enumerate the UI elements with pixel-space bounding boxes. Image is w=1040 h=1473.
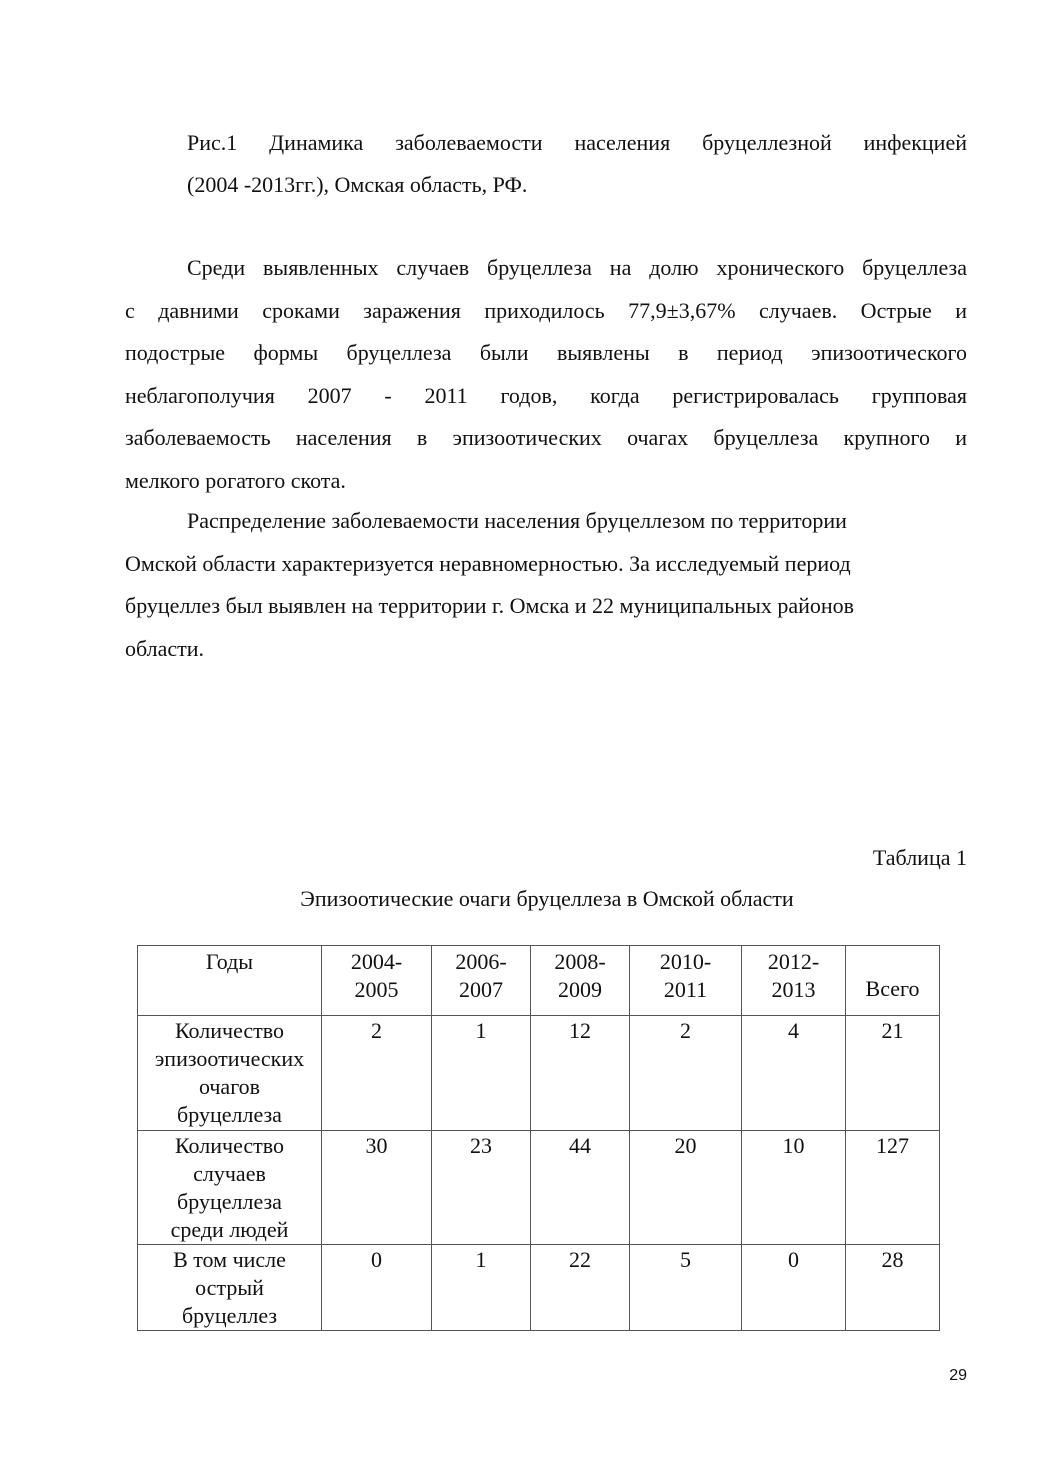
paragraph-line: с давними сроками заражения приходилось 77,9±3,67% случаев. Острые и (125, 297, 967, 323)
header-label: Годы (205, 949, 254, 974)
table-header-row (138, 946, 940, 1016)
value-cell: 4 (742, 1016, 846, 1131)
table-row (138, 1245, 940, 1331)
table-number-label: Таблица 1 (872, 845, 967, 870)
value-cell: 2 (322, 1016, 432, 1131)
period-start: 2006- (455, 949, 507, 974)
paragraph-line: Распределение заболеваемости населения бруцеллезом по территории (187, 508, 847, 533)
row-label-line: бруцеллеза (177, 1189, 282, 1214)
paragraph-distribution (125, 500, 967, 670)
value-cell: 20 (630, 1131, 742, 1245)
epizootic-foci-table (137, 945, 940, 1331)
value-cell: 10 (742, 1131, 846, 1245)
period-end: 2009 (558, 977, 602, 1002)
value-cell: 2 (630, 1016, 742, 1131)
header-cell-total (846, 946, 940, 1016)
page-number: 29 (949, 1367, 967, 1384)
figure-caption-line: Рис.1 Динамика заболеваемости населения бруцеллезной инфекцией (187, 130, 967, 155)
paragraph-line: бруцеллез был выявлен на территории г. Омска и 22 муниципальных районов (125, 593, 855, 618)
paragraph-line: области. (125, 635, 205, 661)
row-label-line: бруцеллеза (177, 1102, 282, 1127)
paragraph-brucellosis-forms (125, 247, 967, 502)
period-start: 2010- (659, 949, 712, 974)
paragraph-line: Омской области характеризуется неравномерностью. За исследуемый период (125, 550, 851, 576)
period-end: 2007 (459, 977, 503, 1002)
value-cell-total: 127 (846, 1131, 940, 1245)
figure-caption (187, 122, 967, 206)
value-cell: 44 (531, 1131, 630, 1245)
header-cell-period (531, 946, 630, 1016)
value-cell: 1 (432, 1245, 531, 1331)
row-label-line: случаев (193, 1161, 266, 1186)
header-cell-period (322, 946, 432, 1016)
table-title: Эпизоотические очаги бруцеллеза в Омской области (300, 886, 794, 911)
value-cell: 5 (630, 1245, 742, 1331)
value-cell: 12 (531, 1016, 630, 1131)
period-start: 2004- (350, 949, 403, 974)
period-start: 2012- (767, 949, 820, 974)
row-label-line: среди людей (170, 1217, 289, 1242)
value-cell: 22 (531, 1245, 630, 1331)
row-label-line: острый (195, 1275, 264, 1300)
paragraph-line: заболеваемость населения в эпизоотических очагах бруцеллеза крупного и (125, 425, 967, 450)
figure-caption-line: (2004 -2013гг.), Омская область, РФ. (187, 172, 528, 197)
value-cell: 0 (742, 1245, 846, 1331)
row-label-cell (138, 1016, 322, 1131)
header-cell-years (138, 946, 322, 1016)
header-cell-period (432, 946, 531, 1016)
value-cell: 23 (432, 1131, 531, 1245)
header-cell-period (630, 946, 742, 1016)
row-label-cell (138, 1131, 322, 1245)
paragraph-line: мелкого рогатого скота. (125, 467, 346, 493)
header-cell-period (742, 946, 846, 1016)
row-label-line: бруцеллез (181, 1303, 278, 1328)
row-label-line: очагов (198, 1074, 261, 1099)
row-label-line: Количество (174, 1018, 285, 1043)
row-label-cell (138, 1245, 322, 1331)
row-label-line: В том числе (173, 1247, 286, 1272)
paragraph-line: подострые формы бруцеллеза были выявлены в период эпизоотического (125, 340, 967, 365)
period-start: 2008- (554, 949, 606, 974)
value-cell: 0 (322, 1245, 432, 1331)
paragraph-line: Среди выявленных случаев бруцеллеза на долю хронического бруцеллеза (187, 255, 967, 280)
value-cell-total: 21 (846, 1016, 940, 1131)
value-cell: 30 (322, 1131, 432, 1245)
table-row (138, 1016, 940, 1131)
period-end: 2005 (354, 977, 399, 1002)
value-cell-total: 28 (846, 1245, 940, 1331)
period-end: 2011 (663, 977, 708, 1002)
paragraph-line: неблагополучия 2007 - 2011 годов, когда регистрировалась групповая (125, 382, 967, 408)
period-end: 2013 (771, 977, 816, 1002)
header-label: Всего (865, 976, 920, 1001)
row-label-line: эпизоотических (154, 1046, 305, 1071)
value-cell: 1 (432, 1016, 531, 1131)
row-label-line: Количество (174, 1133, 285, 1158)
table-row (138, 1131, 940, 1245)
